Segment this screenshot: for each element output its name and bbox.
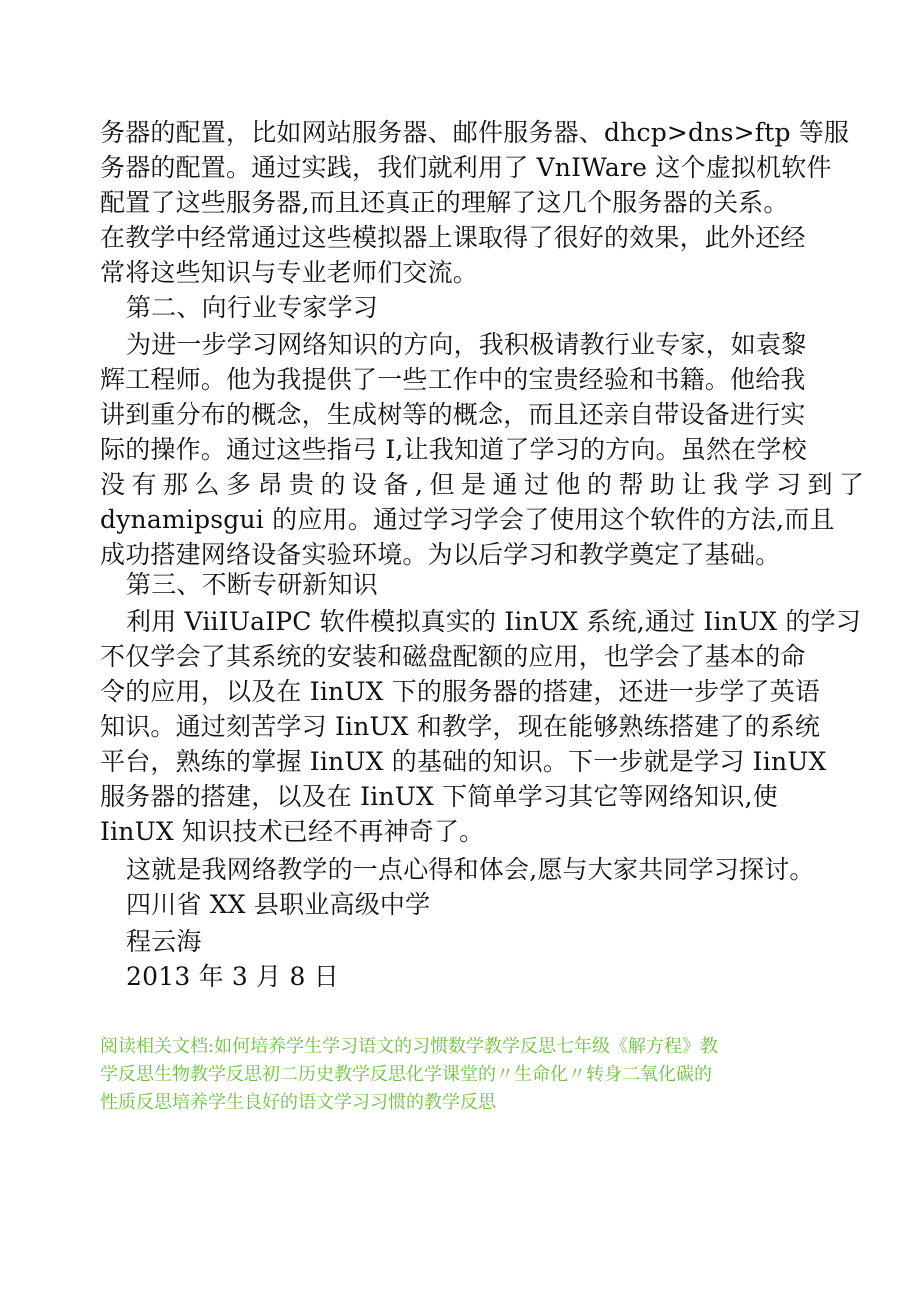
body-text-line: 为进一步学习网络知识的方向，我积极请教行业专家，如袁黎 (126, 330, 807, 359)
body-text-line: 知识。通过刻苦学习 IinUX 和教学，现在能够熟练搭建了的系统 (100, 712, 821, 741)
body-text-line: 平台，熟练的掌握 IinUX 的基础的知识。下一步就是学习 IinUX (100, 747, 827, 776)
body-text-line: 不仅学会了其系统的安装和磁盘配额的应用，也学会了基本的命 (100, 642, 806, 671)
body-text-line: 没有那么多昂贵的设备,但是通过他的帮助让我学习到了 (100, 470, 871, 499)
body-text-line: dynamipsgui 的应用。通过学习学会了使用这个软件的方法,而且 (100, 505, 835, 534)
section-heading: 第二、向行业专家学习 (126, 293, 379, 322)
body-text-line: 常将这些知识与专业老师们交流。 (100, 258, 479, 287)
school-name: 四川省 XX 县职业高级中学 (126, 890, 431, 919)
body-text-line: 辉工程师。他为我提供了一些工作中的宝贵经验和书籍。他给我 (100, 365, 806, 394)
related-docs-link[interactable]: 学反思生物教学反思初二历史教学反思化学课堂的〃生命化〃转身二氧化碳的 (100, 1064, 712, 1085)
body-text-line: 讲到重分布的概念，生成树等的概念，而且还亲自带设备进行实 (100, 400, 806, 429)
related-docs-link[interactable]: 性质反思培养学生良好的语文学习习惯的教学反思 (100, 1092, 496, 1113)
body-text-line: 在教学中经常通过这些模拟器上课取得了很好的效果，此外还经 (100, 223, 806, 252)
body-text-line: 令的应用，以及在 IinUX 下的服务器的搭建，还进一步学了英语 (100, 677, 821, 706)
document-date: 2013 年 3 月 8 日 (126, 962, 339, 991)
body-text-line: 际的操作。通过这些指弓 I,让我知道了学习的方向。虽然在学校 (100, 435, 807, 464)
body-text-line: 务器的配置，比如网站服务器、邮件服务器、dhcp>dns>ftp 等服 (100, 118, 850, 147)
body-text-line: 服务器的搭建，以及在 IinUX 下简单学习其它等网络知识,使 (100, 782, 778, 811)
body-text-line: IinUX 知识技术已经不再神奇了。 (100, 817, 485, 846)
author-name: 程云海 (126, 927, 202, 956)
body-text-line: 务器的配置。通过实践，我们就利用了 VnIWare 这个虚拟机软件 (100, 153, 832, 182)
related-docs-link[interactable]: 阅读相关文档:如何培养学生学习语文的习惯数学教学反思七年级《解方程》教 (100, 1036, 719, 1057)
closing-remark: 这就是我网络教学的一点心得和体会,愿与大家共同学习探讨。 (126, 855, 815, 884)
body-text-line: 成功搭建网络设备实验环境。为以后学习和教学奠定了基础。 (100, 540, 781, 569)
body-text-line: 利用 ViiIUaIPC 软件模拟真实的 IinUX 系统,通过 IinUX 的学习 (126, 607, 861, 636)
body-text-line: 配置了这些服务器,而且还真正的理解了这几个服务器的关系。 (100, 188, 789, 217)
section-heading: 第三、不断专研新知识 (126, 570, 379, 599)
